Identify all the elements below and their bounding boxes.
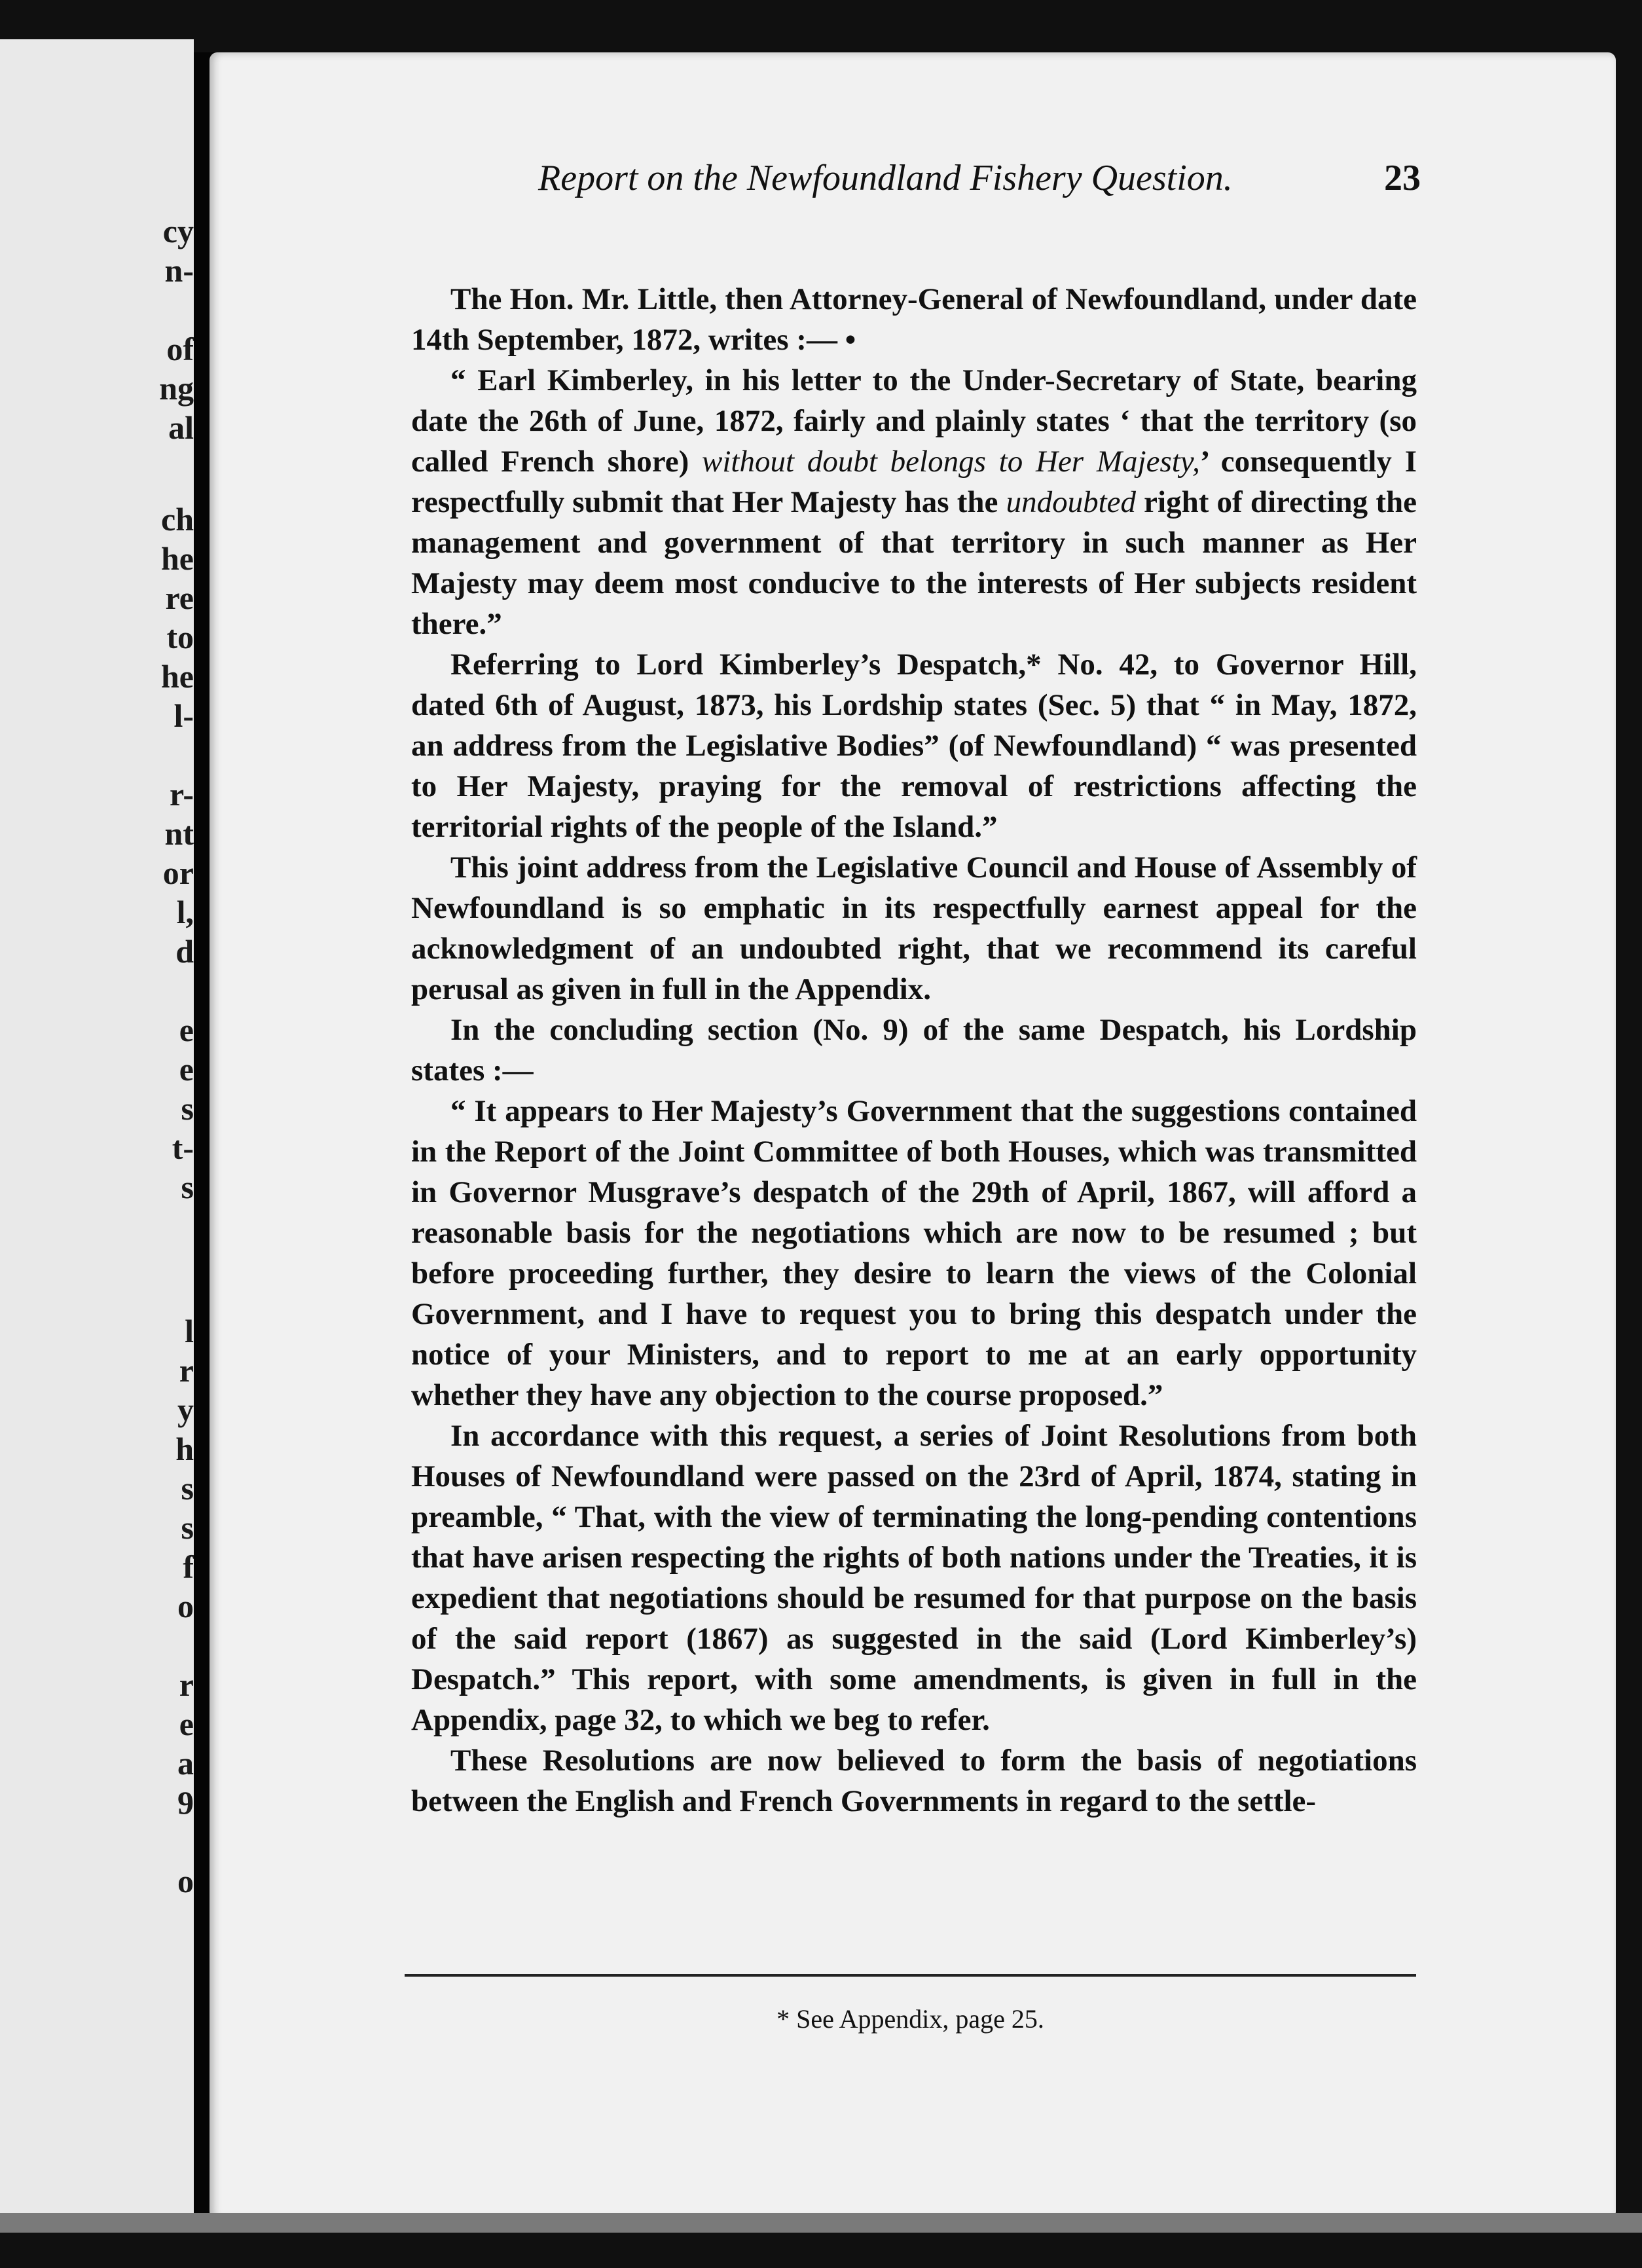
paragraph: The Hon. Mr. Little, then Attorney-General of Newfoundland, under date 14th September, 1872, writes :— • <box>411 282 1417 357</box>
page-header <box>327 157 1421 216</box>
previous-page-fragment-text: 9 <box>177 1784 194 1821</box>
paragraph: Referring to Lord Kimberley’s Despatch,* No. 42, to Governor Hill, dated 6th of August, 1873, his Lordship states (Sec. 5) that “ in May, 1872, an address from the Legislative Bodies” (of Newfoundland) “ was presented to Her Majesty, praying for the removal of restrictions affecting the territorial rights of the people of the Island.” <box>411 648 1417 844</box>
previous-page-fragment-text: y <box>177 1391 194 1428</box>
previous-page-fragment-text: ng <box>159 370 194 407</box>
text-run: right of directing the management and government of that territory in such manner as Her Majesty may deem most conducive to the interests of Her subjects resident there.” <box>411 485 1417 641</box>
previous-page-fragment-text: f <box>183 1548 194 1585</box>
footnote: * See Appendix, page 25. <box>776 2004 1044 2034</box>
footnote-rule <box>405 1974 1416 1977</box>
previous-page-fragment-text: re <box>165 579 194 616</box>
previous-page-fragment-text: al <box>168 409 194 446</box>
paragraph: In the concluding section (No. 9) of the same Despatch, his Lordship states :— <box>411 1013 1417 1088</box>
previous-page-fragment-text: l- <box>173 697 194 734</box>
previous-page-text-edges <box>0 39 194 2226</box>
previous-page-fragment-text: s <box>181 1090 194 1127</box>
paragraph-quote-despatch: “ It appears to Her Majesty’s Government that the suggestions contained in the Report of the Joint Committee of both Houses, which was transmitted in Governor Musgrave’s despatch of the 29th of April, 1867, will afford a reasonable basis for the negotiations which are now to be resumed ; but before proceeding further, they desire to learn the views of the Colonial Government, and I have to request you to bring this despatch under the notice of your Ministers, and to report to me at an early opportunity whether they have any objection to the course proposed.” <box>411 1094 1417 1412</box>
previous-page-fragment-text: s <box>181 1169 194 1205</box>
italic-text: without doubt belongs to Her Majesty, <box>702 445 1200 479</box>
previous-page-fragment-text: a <box>177 1745 194 1782</box>
previous-page-fragment-text: ch <box>161 501 194 538</box>
previous-page-fragment-text: nt <box>164 815 194 852</box>
page-number: 23 <box>1384 158 1421 198</box>
previous-page-fragment-text: r- <box>170 776 194 813</box>
paragraph: These Resolutions are now believed to form the basis of negotiations between the English and French Governments in regard to the settle- <box>411 1744 1417 1818</box>
previous-page-fragment-text: h <box>175 1431 194 1467</box>
previous-page-fragment-text: d <box>175 933 194 970</box>
previous-page-fragment <box>0 39 194 2226</box>
previous-page-fragment-text: s <box>181 1509 194 1546</box>
previous-page-fragment-text: cy <box>162 213 194 249</box>
previous-page-fragment-text: e <box>179 1051 194 1088</box>
paragraph-quote-little <box>411 360 1417 644</box>
previous-page-fragment-text: t- <box>172 1129 194 1166</box>
previous-page-fragment-text: n- <box>164 252 194 289</box>
previous-page-fragment-text: or <box>162 854 194 891</box>
paragraph: This joint address from the Legislative Council and House of Assembly of Newfoundland is so emphatic in its respectfully earnest appeal for the acknowledgment of an undoubted right, that we recommend its careful perusal as given in full in the Appendix. <box>411 850 1417 1006</box>
previous-page-fragment-text: o <box>177 1588 194 1624</box>
italic-text: undoubted <box>1006 485 1136 519</box>
previous-page-fragment-text: r <box>179 1666 194 1703</box>
previous-page-fragment-text: e <box>179 1012 194 1048</box>
previous-page-fragment-text: o <box>177 1863 194 1899</box>
previous-page-fragment-text: s <box>181 1470 194 1507</box>
body-text <box>411 279 1417 1821</box>
previous-page-fragment-text: l <box>185 1313 194 1349</box>
running-title: Report on the Newfoundland Fishery Question. <box>538 158 1233 198</box>
previous-page-fragment-text: he <box>161 540 194 577</box>
text-run: ’ consequently I respectfully submit that Her Majesty has the <box>411 445 1417 519</box>
previous-page-fragment-text: r <box>179 1352 194 1389</box>
previous-page-fragment-text: to <box>166 619 194 655</box>
previous-page-fragment-text: he <box>161 658 194 695</box>
text-run: “ Earl Kimberley, in his letter to the Under-Secretary of State, bearing date the 26th of June, 1872, fairly and plainly states ‘ that the territory (so called French shore) <box>411 363 1417 479</box>
previous-page-fragment-text: e <box>179 1706 194 1742</box>
page-bottom-edge <box>0 2213 1642 2233</box>
previous-page-fragment-text: l, <box>176 894 194 930</box>
paragraph: In accordance with this request, a series of Joint Resolutions from both Houses of Newfoundland were passed on the 23rd of April, 1874, stating in preamble, “ That, with the view of terminating the long-pending contentions that have arisen respecting the rights of both nations under the Treaties, it is expedient that negotiations should be resumed for that purpose on the basis of the said report (1867) as suggested in the said (Lord Kimberley’s) Despatch.” This report, with some amendments, is given in full in the Appendix, page 32, to which we beg to refer. <box>411 1419 1417 1737</box>
previous-page-fragment-text: of <box>166 331 194 367</box>
